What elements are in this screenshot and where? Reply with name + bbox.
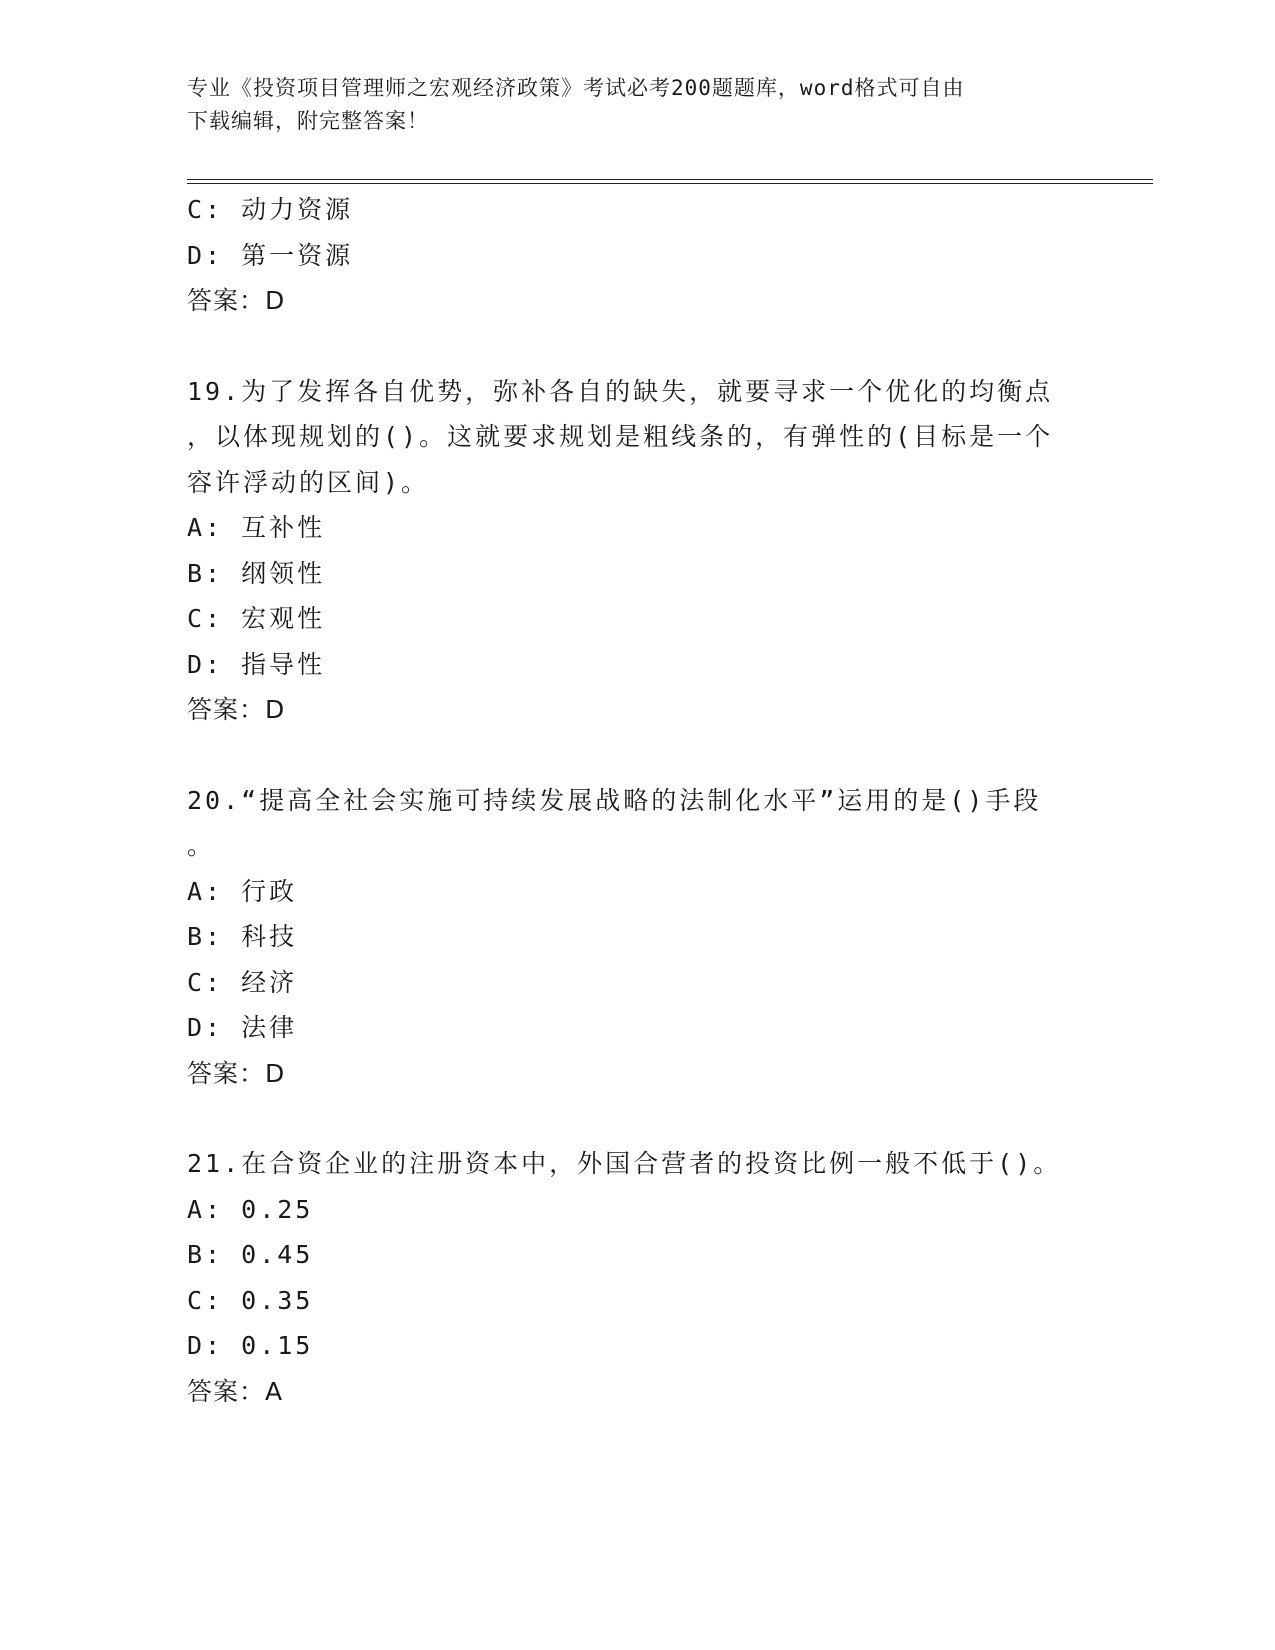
option-c: C: 动力资源 bbox=[187, 195, 354, 224]
question-stem-line: 21.在合资企业的注册资本中，外国合营者的投资比例一般不低于()。 bbox=[187, 1149, 1062, 1178]
option-d: D: 第一资源 bbox=[187, 240, 354, 270]
answer: 答案：D bbox=[187, 286, 286, 315]
question-stem-line: 19.为了发挥各自优势，弥补各自的缺失，就要寻求一个优化的均衡点 bbox=[187, 376, 1054, 406]
document-header bbox=[187, 72, 1067, 138]
header-divider-top bbox=[187, 179, 1153, 180]
option-a: A: 0.25 bbox=[187, 1194, 314, 1224]
question-stem-line: ，以体现规划的()。这就要求规划是粗线条的，有弹性的(目标是一个 bbox=[187, 422, 1054, 451]
option-d: D: 法律 bbox=[187, 1013, 298, 1042]
option-c: C: 宏观性 bbox=[187, 604, 326, 633]
question-stem-line: 容许浮动的区间)。 bbox=[187, 467, 430, 497]
answer: 答案：D bbox=[187, 695, 286, 724]
spacer bbox=[187, 733, 1087, 778]
question-stem-line: 。 bbox=[187, 831, 216, 860]
question-stem-line: 20.“提高全社会实施可持续发展战略的法制化水平”运用的是()手段 bbox=[187, 785, 1042, 815]
option-b: B: 纲领性 bbox=[187, 558, 326, 588]
option-c: C: 0.35 bbox=[187, 1285, 314, 1315]
option-a: A: 互补性 bbox=[187, 513, 326, 542]
answer: 答案：A bbox=[187, 1376, 284, 1406]
header-divider-bottom bbox=[187, 183, 1153, 184]
option-b: B: 科技 bbox=[187, 922, 298, 951]
header-line-1: 专业《投资项目管理师之宏观经济政策》考试必考200题题库，word格式可自由 bbox=[187, 76, 965, 100]
spacer bbox=[187, 1096, 1087, 1141]
question-20 bbox=[187, 778, 1087, 1097]
question-21 bbox=[187, 1141, 1087, 1414]
option-d: D: 0.15 bbox=[187, 1331, 314, 1360]
question-19 bbox=[187, 369, 1087, 733]
header-line-2: 下载编辑，附完整答案！ bbox=[187, 109, 429, 133]
option-d: D: 指导性 bbox=[187, 649, 326, 679]
option-c: C: 经济 bbox=[187, 967, 298, 997]
question-list bbox=[187, 187, 1087, 1414]
spacer bbox=[187, 324, 1087, 369]
question-18-partial bbox=[187, 187, 1087, 324]
answer: 答案：D bbox=[187, 1058, 286, 1088]
option-b: B: 0.45 bbox=[187, 1240, 314, 1269]
option-a: A: 行政 bbox=[187, 876, 298, 906]
